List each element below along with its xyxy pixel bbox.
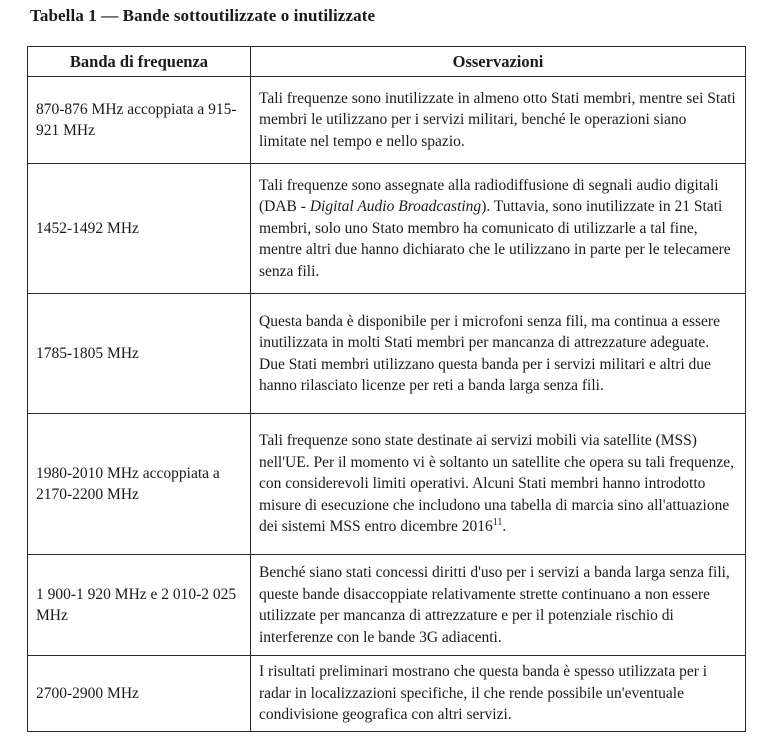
notes-text: ). Tuttavia, sono inutilizzate in 21 Stati membri, solo uno Stato membro ha comunicato di utilizzarle a tal fine, mentre altri due hanno dichiarato che le utilizzano in parte per le telecamere senza fili. <box>259 198 731 280</box>
notes-text: Tali frequenze sono assegnate alla radiodiffusione di segnali audio digitali (DAB - <box>259 176 719 216</box>
frequency-bands-table <box>27 46 746 732</box>
notes-text: . <box>502 518 507 536</box>
table-row <box>28 77 746 164</box>
notes-italic-text: Digital Audio Broadcasting <box>309 198 482 216</box>
table-row <box>28 656 746 732</box>
notes-cell <box>251 164 746 294</box>
band-cell: 2700-2900 MHz <box>28 656 251 732</box>
band-cell: 1 900-1 920 MHz e 2 010-2 025 MHz <box>28 555 251 656</box>
table-row <box>28 555 746 656</box>
table-row <box>28 294 746 414</box>
table-header-row <box>28 47 746 77</box>
notes-cell: I risultati preliminari mostrano che questa banda è spesso utilizzata per i radar in localizzazioni specifiche, il che rende possibile un'eventuale condivisione geografica con altri servizi. <box>251 656 746 732</box>
band-cell: 1980-2010 MHz accoppiata a 2170-2200 MHz <box>28 414 251 555</box>
notes-cell: Questa banda è disponibile per i microfoni senza fili, ma continua a essere inutilizzata in molti Stati membri per mancanza di attrezzature adeguate. Due Stati membri utilizzano questa banda per i servizi militari e altri due hanno rilasciato licenze per reti a banda larga senza fili. <box>251 294 746 414</box>
band-cell: 870-876 MHz accoppiata a 915-921 MHz <box>28 77 251 164</box>
notes-text: Tali frequenze sono state destinate ai servizi mobili via satellite (MSS) nell'UE. Per il momento vi è soltanto un satellite che opera su tali frequenze, con considerevoli limiti operativi. Alcuni Stati membri hanno introdotto misure di esecuzione che includono una tabella di marcia sino all'attuazione dei sistemi MSS entro dicembre 2016 <box>259 432 734 536</box>
table-caption: Tabella 1 — Bande sottoutilizzate o inutilizzate <box>30 6 376 25</box>
band-cell: 1785-1805 MHz <box>28 294 251 414</box>
table-row <box>28 164 746 294</box>
band-cell: 1452-1492 MHz <box>28 164 251 294</box>
notes-cell: Benché siano stati concessi diritti d'uso per i servizi a banda larga senza fili, queste bande disaccoppiate relativamente strette continuano a non essere utilizzate per mancanza di attrezzature e per il potenziale rischio di interferenze con le bande 3G adiacenti. <box>251 555 746 656</box>
table-row <box>28 414 746 555</box>
header-band: Banda di frequenza <box>28 47 251 77</box>
notes-cell <box>251 414 746 555</box>
header-notes: Osservazioni <box>251 47 746 77</box>
notes-cell: Tali frequenze sono inutilizzate in almeno otto Stati membri, mentre sei Stati membri le utilizzano per i servizi militari, benché le operazioni siano limitate nel tempo e nello spazio. <box>251 77 746 164</box>
footnote-marker: 11 <box>492 517 503 529</box>
